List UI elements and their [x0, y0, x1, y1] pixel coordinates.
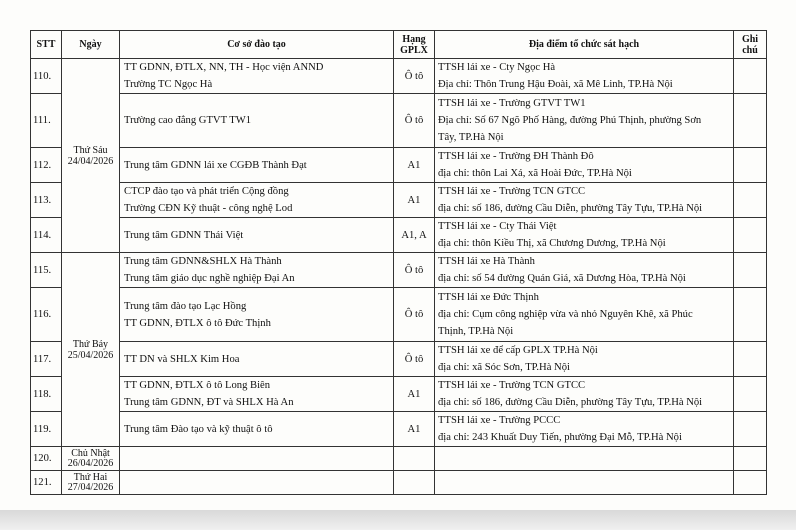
license-class-cell: Ô tô [394, 288, 435, 342]
license-class-cell: Ô tô [394, 59, 435, 94]
location-cell [435, 377, 734, 412]
table-row [31, 471, 767, 495]
day-cell-monday [62, 471, 120, 495]
note-cell [734, 183, 767, 218]
location-line: TTSH lái xe - Trường ĐH Thành Đô [438, 151, 594, 162]
institution-cell [120, 183, 394, 218]
institution-cell [120, 59, 394, 94]
institution-line: Trường TC Ngọc Hà [124, 79, 213, 90]
location-line: TTSH lái xe - Trường GTVT TW1 [438, 98, 586, 109]
row-stt: 121. [31, 471, 62, 495]
table-row [31, 412, 767, 447]
institution-line: Trung tâm GDNN lái xe CGĐB Thành Đạt [124, 159, 307, 171]
location-cell [435, 59, 734, 94]
location-line: Địa chỉ: Thôn Trung Hậu Đoài, xã Mê Linh, TP.Hà Nội [438, 79, 673, 90]
location-cell [435, 183, 734, 218]
location-cell [435, 218, 734, 253]
location-line: địa chỉ: xã Sóc Sơn, TP.Hà Nội [438, 362, 570, 373]
row-stt: 118. [31, 377, 62, 412]
day-cell-sunday [62, 447, 120, 471]
location-cell [435, 253, 734, 288]
exam-schedule-table [30, 30, 767, 495]
institution-line: TT GDNN, ĐTLX ô tô Long Biên [124, 380, 271, 391]
day-cell-friday [62, 59, 120, 253]
page-bottom-edge [0, 510, 796, 530]
table-row [31, 253, 767, 288]
header-class-line2: GPLX [400, 44, 428, 56]
table-row [31, 288, 767, 342]
location-line: Địa chỉ: Số 67 Ngõ Phố Hàng, đường Phú Thịnh, phường Sơn [438, 115, 702, 126]
location-cell [435, 471, 734, 495]
license-class-cell: A1, A [394, 218, 435, 253]
table-row [31, 183, 767, 218]
institution-line: CTCP đào tạo và phát triển Cộng đồng [124, 186, 289, 197]
location-line: địa chỉ: thôn Kiều Thị, xã Chương Dương, TP.Hà Nội [438, 238, 666, 249]
day-date: 24/04/2026 [67, 155, 114, 167]
institution-line: TT GDNN, ĐTLX ô tô Đức Thịnh [124, 317, 271, 329]
note-cell [734, 59, 767, 94]
institution-line: TT GDNN, ĐTLX, NN, TH - Học viện ANND [124, 62, 324, 73]
header-class-line1: Hạng [402, 33, 426, 45]
location-cell [435, 148, 734, 183]
header-stt: STT [31, 31, 62, 59]
day-date: 26/04/2026 [67, 457, 114, 469]
license-class-cell: Ô tô [394, 342, 435, 377]
note-cell [734, 218, 767, 253]
institution-line: Trung tâm đào tạo Lạc Hồng [124, 300, 247, 312]
institution-cell [120, 94, 394, 148]
day-name: Thứ Hai [73, 471, 108, 483]
institution-line: Trung tâm Đào tạo và kỹ thuật ô tô [124, 423, 273, 435]
note-cell [734, 342, 767, 377]
row-stt: 120. [31, 447, 62, 471]
location-line: TTSH lái xe - Trường TCN GTCC [438, 380, 586, 391]
location-line: địa chỉ: số 186, đường Cầu Diễn, phường Tây Tựu, TP.Hà Nội [438, 203, 703, 214]
institution-cell [120, 218, 394, 253]
location-line: địa chỉ: thôn Lai Xá, xã Hoài Đức, TP.Hà Nội [438, 168, 632, 179]
license-class-cell: A1 [394, 183, 435, 218]
institution-line: Trung tâm giáo dục nghề nghiệp Đại An [124, 273, 295, 284]
table-row [31, 447, 767, 471]
location-line: TTSH lái xe - Cty Thái Việt [438, 221, 557, 232]
location-cell [435, 94, 734, 148]
table-row [31, 59, 767, 94]
row-stt: 113. [31, 183, 62, 218]
header-date: Ngày [62, 31, 120, 59]
institution-cell [120, 471, 394, 495]
institution-line: Trung tâm GDNN&SHLX Hà Thành [124, 256, 282, 267]
row-stt: 119. [31, 412, 62, 447]
row-stt: 110. [31, 59, 62, 94]
row-stt: 116. [31, 288, 62, 342]
header-license-class [394, 31, 435, 59]
institution-cell [120, 288, 394, 342]
license-class-cell: A1 [394, 412, 435, 447]
note-cell [734, 148, 767, 183]
location-cell [435, 288, 734, 342]
institution-line: TT DN và SHLX Kim Hoa [124, 353, 240, 365]
header-note-line2: chú [742, 44, 758, 56]
institution-cell [120, 342, 394, 377]
location-line: địa chỉ: số 186, đường Cầu Diễn, phường Tây Tựu, TP.Hà Nội [438, 397, 703, 408]
institution-line: Trung tâm GDNN, ĐT và SHLX Hà An [124, 397, 294, 408]
institution-line: Trường cao đẳng GTVT TW1 [124, 115, 252, 126]
table-row [31, 218, 767, 253]
day-name: Thứ Bảy [72, 338, 109, 350]
note-cell [734, 412, 767, 447]
location-line: Thịnh, TP.Hà Nội [438, 326, 514, 337]
institution-cell [120, 412, 394, 447]
location-line: TTSH lái xe Hà Thành [438, 256, 535, 267]
location-cell [435, 447, 734, 471]
license-class-cell [394, 447, 435, 471]
day-name: Thứ Sáu [73, 144, 108, 156]
day-date: 27/04/2026 [67, 481, 114, 493]
institution-cell [120, 253, 394, 288]
row-stt: 112. [31, 148, 62, 183]
license-class-cell: A1 [394, 377, 435, 412]
day-cell-saturday [62, 253, 120, 447]
location-line: TTSH lái xe - Trường TCN GTCC [438, 186, 586, 197]
location-line: địa chỉ: Cụm công nghiệp vừa và nhỏ Nguyên Khê, xã Phúc [438, 309, 693, 320]
location-line: Tây, TP.Hà Nội [438, 132, 504, 143]
location-line: TTSH lái xe - Trường PCCC [438, 415, 561, 426]
day-date: 25/04/2026 [67, 349, 114, 361]
header-institution: Cơ sở đào tạo [120, 31, 394, 59]
institution-line: Trường CĐN Kỹ thuật - công nghệ Lod [124, 203, 293, 214]
day-name: Chủ Nhật [71, 447, 110, 459]
institution-cell [120, 377, 394, 412]
location-line: địa chỉ: số 54 đường Quán Giá, xã Dương Hòa, TP.Hà Nội [438, 273, 686, 284]
note-cell [734, 471, 767, 495]
license-class-cell [394, 471, 435, 495]
institution-cell [120, 447, 394, 471]
header-note-line1: Ghi [741, 33, 759, 45]
note-cell [734, 253, 767, 288]
location-line: TTSH lái xe để cấp GPLX TP.Hà Nội [438, 345, 598, 356]
header-note [734, 31, 767, 59]
institution-line: Trung tâm GDNN Thái Việt [124, 229, 244, 241]
note-cell [734, 94, 767, 148]
note-cell [734, 288, 767, 342]
license-class-cell: Ô tô [394, 94, 435, 148]
table-header-row [31, 31, 767, 59]
location-cell [435, 342, 734, 377]
note-cell [734, 377, 767, 412]
location-line: địa chỉ: 243 Khuất Duy Tiến, phường Đại Mỗ, TP.Hà Nội [438, 432, 682, 443]
table-row [31, 94, 767, 148]
row-stt: 117. [31, 342, 62, 377]
table-row [31, 148, 767, 183]
location-line: TTSH lái xe Đức Thịnh [438, 292, 539, 303]
note-cell [734, 447, 767, 471]
header-location: Địa điểm tổ chức sát hạch [435, 31, 734, 59]
row-stt: 111. [31, 94, 62, 148]
table-row [31, 342, 767, 377]
location-cell [435, 412, 734, 447]
license-class-cell: Ô tô [394, 253, 435, 288]
license-class-cell: A1 [394, 148, 435, 183]
table-row [31, 377, 767, 412]
row-stt: 115. [31, 253, 62, 288]
row-stt: 114. [31, 218, 62, 253]
institution-cell [120, 148, 394, 183]
location-line: TTSH lái xe - Cty Ngọc Hà [438, 62, 556, 73]
